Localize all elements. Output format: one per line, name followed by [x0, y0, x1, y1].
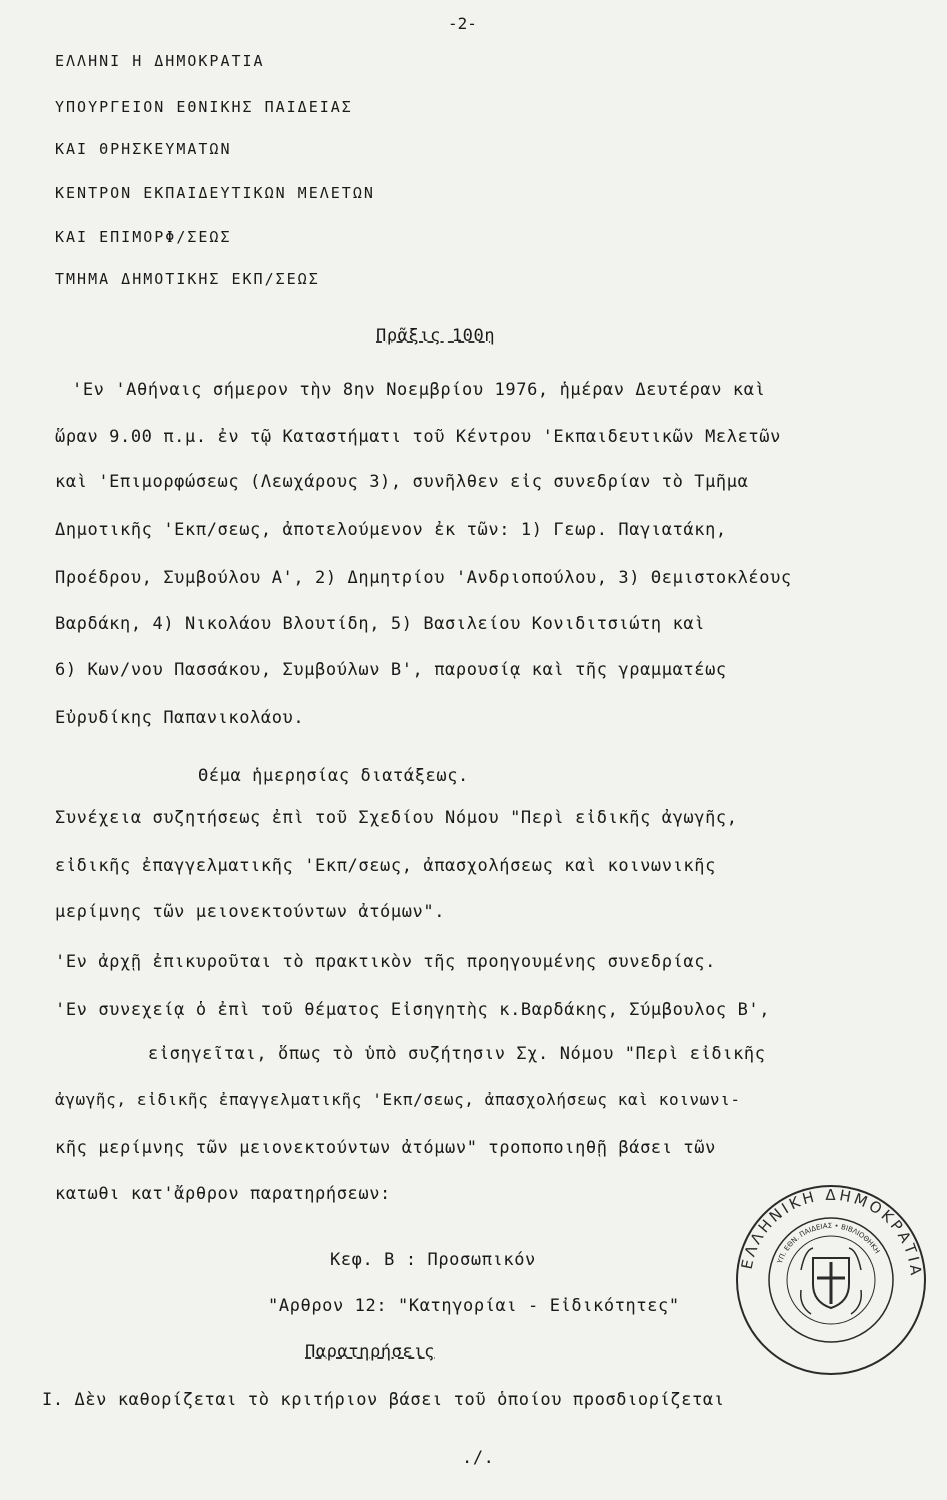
remarks-heading: Παρατηρήσεις: [305, 1342, 436, 1362]
body-line: Εὐρυδίκης Παπανικολάου.: [55, 708, 305, 728]
body-line: Ι. Δὲν καθορίζεται τὸ κριτήριον βάσει τοῦ ὁποίου προσδιορίζεται: [42, 1390, 725, 1410]
body-line: εἰδικῆς ἐπαγγελματικῆς 'Εκπ/σεως, ἀπασχολήσεως καὶ κοινωνικῆς: [55, 856, 716, 876]
header-line: ΚΑΙ ΕΠΙΜΟΡΦ/ΣΕΩΣ: [55, 228, 232, 246]
body-line: 'Εν ἀρχῇ ἐπικυροῦται τὸ πρακτικὸν τῆς προηγουμένης συνεδρίας.: [55, 952, 716, 972]
body-line: 'Εν 'Αθήναις σήμερον τὴν 8ην Νοεμβρίου 1976, ἡμέραν Δευτέραν καὶ: [72, 380, 766, 400]
body-line: 6) Κων/νου Πασσάκου, Συμβούλων Β', παρουσίᾳ καὶ τῆς γραμματέως: [55, 660, 727, 680]
stamp-outer-text: ΕΛΛΗΝΙΚΗ ΔΗΜΟΚΡΑΤΙΑ: [737, 1185, 926, 1279]
header-line: ΚΕΝΤΡΟΝ ΕΚΠΑΙΔΕΥΤΙΚΩΝ ΜΕΛΕΤΩΝ: [55, 184, 375, 202]
article-heading: "Αρθρον 12: "Κατηγορίαι - Εἰδικότητες": [268, 1296, 680, 1316]
header-line: ΚΑΙ ΘΡΗΣΚΕΥΜΑΤΩΝ: [55, 140, 232, 158]
page-number: -2-: [448, 14, 477, 33]
continuation-mark: ./.: [462, 1448, 495, 1468]
body-line: Βαρδάκη, 4) Νικολάου Βλουτίδη, 5) Βασιλείου Κονιδιτσιώτη καὶ: [55, 614, 706, 634]
body-line: Προέδρου, Συμβούλου Α', 2) Δημητρίου 'Ανδριοπούλου, 3) Θεμιστοκλέους: [55, 568, 792, 588]
agenda-title: Θέμα ἡμερησίας διατάξεως.: [198, 766, 469, 786]
document-title: Πρᾶξις 100η: [376, 326, 496, 346]
body-line: κῆς μερίμνης τῶν μειονεκτούντων ἀτόμων" τροποποιηθῇ βάσει τῶν: [55, 1138, 716, 1158]
chapter-heading: Κεφ. Β : Προσωπικόν: [330, 1250, 536, 1270]
body-line: καὶ 'Επιμορφώσεως (Λεωχάρους 3), συνῆλθεν εἰς συνεδρίαν τὸ Τμῆμα: [55, 472, 749, 492]
coat-of-arms-icon: [801, 1248, 862, 1314]
body-line: κατωθι κατ'ἄρθρον παρατηρήσεων:: [55, 1184, 391, 1204]
header-line: ΕΛΛΗΝΙ Η ΔΗΜΟΚΡΑΤΙΑ: [55, 52, 265, 70]
stamp-inner-text: ΥΠ. ΕΘΝ. ΠΑΙΔΕΙΑΣ • ΒΙΒΛΙΟΘΗΚΗ: [775, 1221, 882, 1265]
body-line: ὥραν 9.00 π.μ. ἐν τῷ Καταστήματι τοῦ Κέντρου 'Εκπαιδευτικῶν Μελετῶν: [55, 427, 781, 447]
body-line: μερίμνης τῶν μειονεκτούντων ἀτόμων".: [55, 902, 446, 922]
body-line: Συνέχεια συζητήσεως ἐπὶ τοῦ Σχεδίου Νόμου "Περὶ εἰδικῆς ἀγωγῆς,: [55, 808, 738, 828]
body-line: 'Εν συνεχείᾳ ὁ ἐπὶ τοῦ θέματος Εἰσηγητὴς κ.Βαρδάκης, Σύμβουλος Β',: [55, 1000, 771, 1020]
body-line: εἰσηγεῖται, ὅπως τὸ ὑπὸ συζήτησιν Σχ. Νόμου "Περὶ εἰδικῆς: [148, 1044, 766, 1064]
body-line: ἀγωγῆς, εἰδικῆς ἐπαγγελματικῆς 'Εκπ/σεως, ἀπασχολήσεως καὶ κοινωνι-: [55, 1090, 741, 1109]
header-line: ΥΠΟΥΡΓΕΙΟΝ ΕΘΝΙΚΗΣ ΠΑΙΔΕΙΑΣ: [55, 98, 353, 116]
official-seal-stamp: [731, 1180, 931, 1380]
header-line: ΤΜΗΜΑ ΔΗΜΟΤΙΚΗΣ ΕΚΠ/ΣΕΩΣ: [55, 270, 320, 288]
body-line: Δημοτικῆς 'Εκπ/σεως, ἀποτελούμενον ἐκ τῶν: 1) Γεωρ. Παγιατάκη,: [55, 520, 727, 540]
